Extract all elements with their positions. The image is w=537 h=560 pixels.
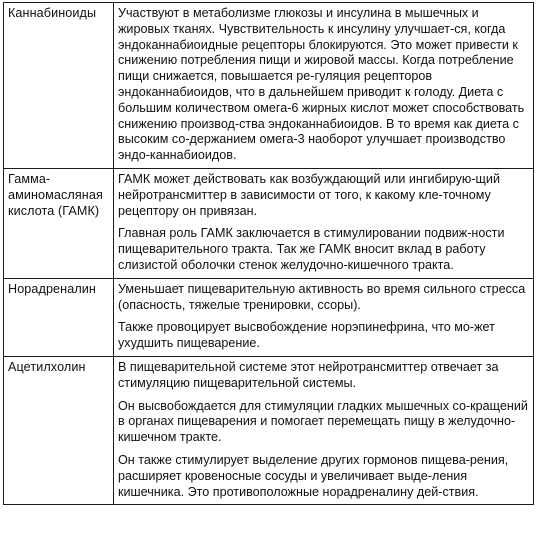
row-description-cell bbox=[114, 278, 534, 356]
description-paragraph: ГАМК может действовать как возбуждающий или ингибирую-щий нейротрансмиттер в зависимости от того, к какому кле-точному рецептору он привязан. bbox=[118, 171, 500, 218]
row-description-cell bbox=[114, 3, 534, 169]
row-name-cell bbox=[4, 278, 114, 356]
description-paragraph: В пищеварительной системе этот нейротрансмиттер отвечает за стимуляцию пищеварительной системы. bbox=[118, 359, 499, 390]
description-paragraph: Участвуют в метаболизме глюкозы и инсулина в мышечных и жировых тканях. Чувствительность к инсулину улучшает-ся, когда эндоканнабиоидные рецепторы блокируются. Это может привести к снижению потребления пищи и жировой массы. Когда потребление пищи снижается, повышается ре-гуляция рецепторов эндоканнабиоидов, что в дальнейшем приводит к голоду. Диета с большим количеством омега-6 жирных кислот может способствовать снижению производ-ства эндоканнабиоидов. В то время как диета с высоким со-держанием омега-3 наоборот улучшает производство эндо-каннабиоидов. bbox=[118, 6, 525, 163]
description-paragraph: Главная роль ГАМК заключается в стимулировании подвиж-ности пищеварительного тракта. Так же ГАМК вносит вклад в работу слизистой оболочки стенок желудочно-кишечного тракта. bbox=[118, 226, 505, 272]
description-paragraph: Также провоцирует высвобождение норэпинефрина, что мо-жет ухудшить пищеварение. bbox=[118, 320, 495, 351]
table-row bbox=[4, 168, 534, 278]
description-paragraph: Он также стимулирует выделение других гормонов пищева-рения, расширяет кровеносные сосуды и увеличивает выде-ления кишечника. Это противоположные норадреналину дей-ствия. bbox=[118, 452, 509, 499]
row-name-cell bbox=[4, 168, 114, 278]
neurotransmitter-table bbox=[3, 2, 534, 505]
row-name: Гамма-аминомасляная кислота (ГАМК) bbox=[8, 171, 103, 218]
row-description-cell bbox=[114, 356, 534, 504]
description-paragraph: Он высвобождается для стимуляции гладких мышечных со-кращений в органах пищеварения и помогает перемещать пищу в желудочно-кишечном тракте. bbox=[118, 398, 528, 445]
description-paragraph: Уменьшает пищеварительную активность во время сильного стресса (опасность, тяжелые тренировки, ссоры). bbox=[118, 281, 526, 312]
row-name-cell bbox=[4, 3, 114, 169]
row-name-cell bbox=[4, 356, 114, 504]
table-row bbox=[4, 3, 534, 169]
row-name: Ацетилхолин bbox=[8, 359, 86, 374]
row-name: Норадреналин bbox=[8, 281, 96, 296]
row-description-cell bbox=[114, 168, 534, 278]
table-row bbox=[4, 278, 534, 356]
row-name: Каннабиноиды bbox=[8, 6, 97, 20]
table-row bbox=[4, 356, 534, 504]
